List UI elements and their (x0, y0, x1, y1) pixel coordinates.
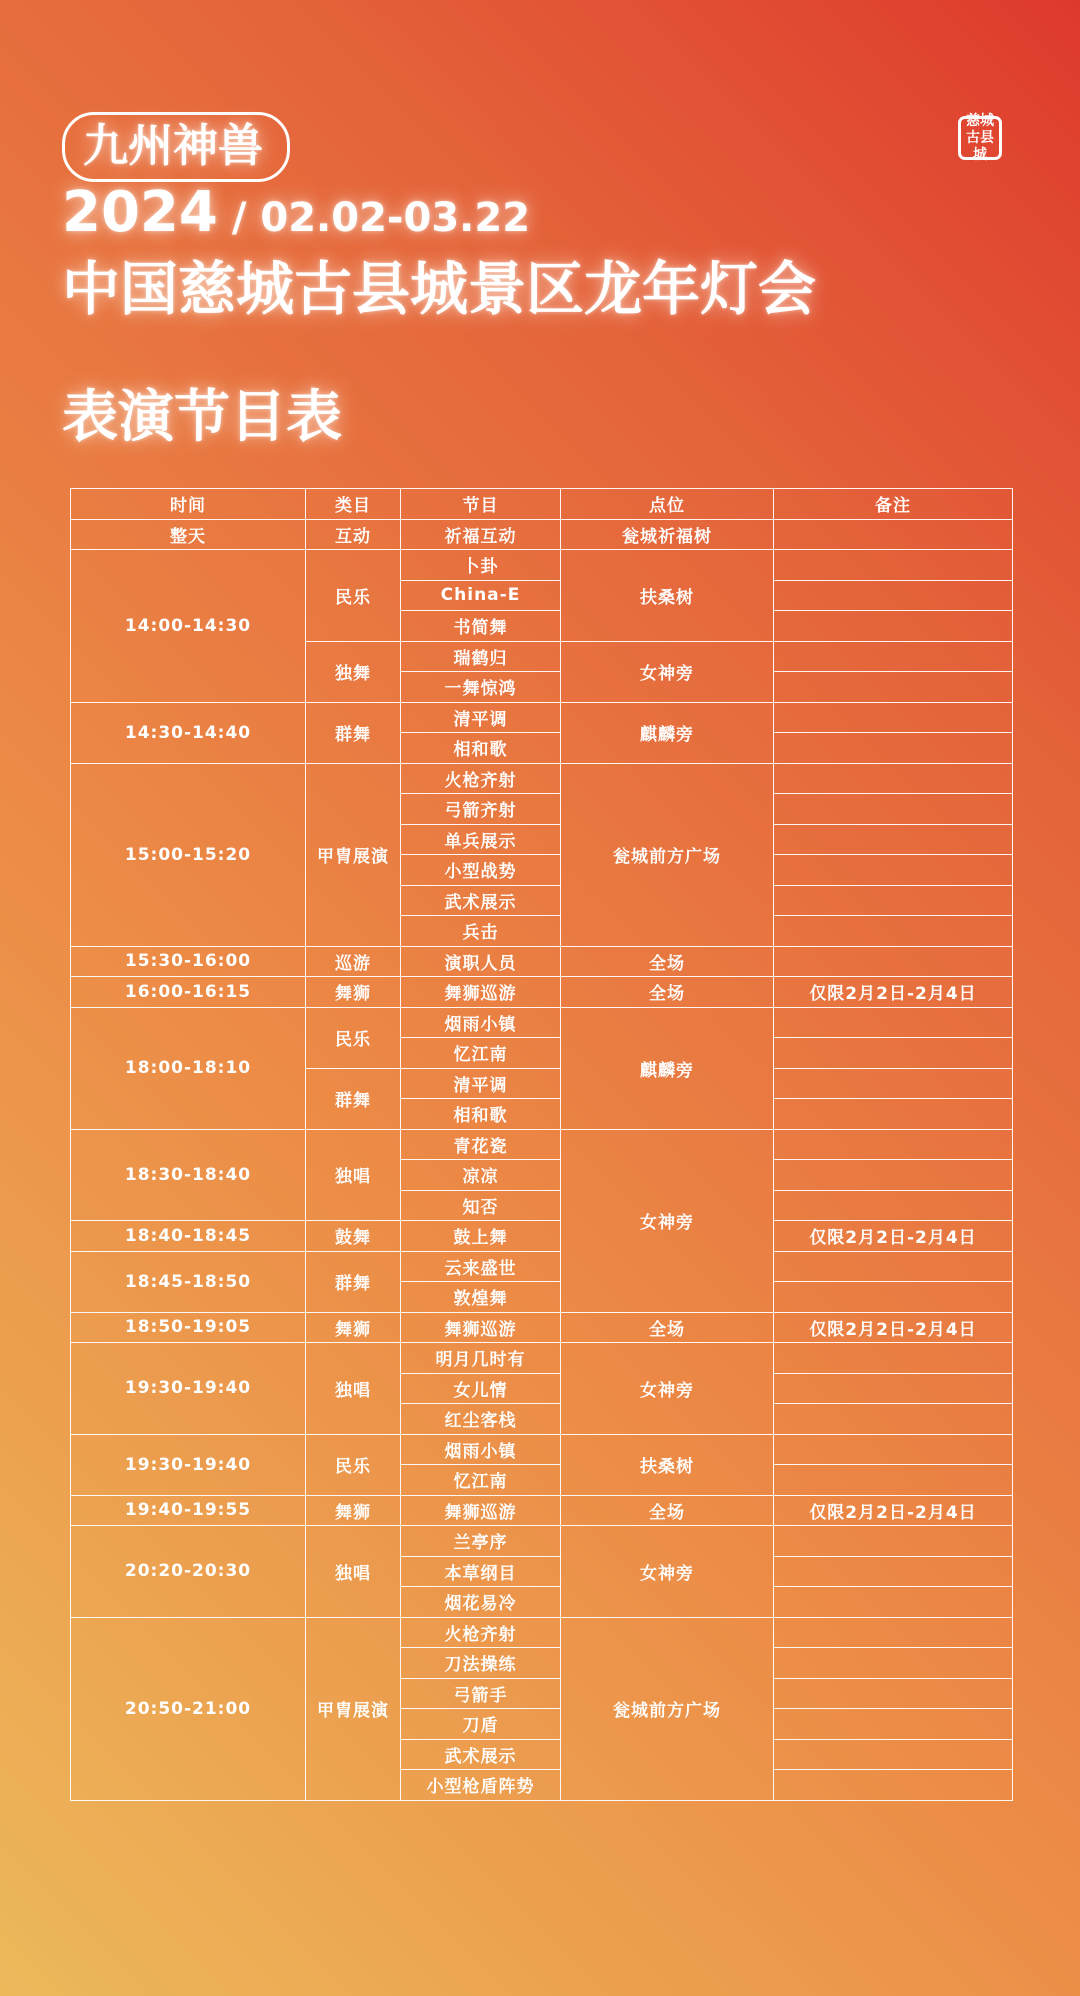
table-cell: 全场 (561, 1312, 774, 1343)
table-cell: 19:30-19:40 (71, 1343, 306, 1435)
table-cell: 武术展示 (401, 885, 561, 916)
table-cell: 明月几时有 (401, 1343, 561, 1374)
table-cell: 独唱 (306, 1343, 401, 1435)
schedule-table (70, 488, 1013, 1801)
table-cell: 16:00-16:15 (71, 977, 306, 1008)
table-cell: 独唱 (306, 1526, 401, 1618)
table-cell: 凉凉 (401, 1160, 561, 1191)
table-cell (774, 855, 1013, 886)
table-cell: 火枪齐射 (401, 1617, 561, 1648)
table-cell: 烟雨小镇 (401, 1007, 561, 1038)
column-header: 点位 (561, 489, 774, 520)
table-cell: 知否 (401, 1190, 561, 1221)
column-header: 备注 (774, 489, 1013, 520)
table-cell (774, 1617, 1013, 1648)
table-cell: 相和歌 (401, 733, 561, 764)
table-cell: 瓮城前方广场 (561, 1617, 774, 1800)
table-cell: 扶桑树 (561, 1434, 774, 1495)
table-cell: China-E (401, 580, 561, 611)
table-cell: 一舞惊鸿 (401, 672, 561, 703)
table-cell (774, 1373, 1013, 1404)
table-cell: 小型战势 (401, 855, 561, 886)
table-cell: 甲胄展演 (306, 1617, 401, 1800)
table-cell: 14:00-14:30 (71, 550, 306, 703)
table-row (71, 946, 1013, 977)
table-cell: 18:30-18:40 (71, 1129, 306, 1221)
table-cell (774, 1038, 1013, 1069)
table-row (71, 702, 1013, 733)
table-row (71, 977, 1013, 1008)
table-cell: 18:00-18:10 (71, 1007, 306, 1129)
table-cell: 烟雨小镇 (401, 1434, 561, 1465)
table-cell: 18:50-19:05 (71, 1312, 306, 1343)
table-row (71, 550, 1013, 581)
table-cell: 仅限2月2日-2月4日 (774, 1495, 1013, 1526)
table-cell: 舞狮 (306, 977, 401, 1008)
table-cell: 单兵展示 (401, 824, 561, 855)
table-row (71, 1617, 1013, 1648)
table-cell: 本草纲目 (401, 1556, 561, 1587)
table-cell: 相和歌 (401, 1099, 561, 1130)
table-cell: 弓箭齐射 (401, 794, 561, 825)
table-cell (774, 763, 1013, 794)
table-cell (774, 1709, 1013, 1740)
table-cell: 鼓上舞 (401, 1221, 561, 1252)
table-cell (774, 1282, 1013, 1313)
table-cell: 演职人员 (401, 946, 561, 977)
table-cell (774, 1648, 1013, 1679)
table-row (71, 1129, 1013, 1160)
table-cell: 女神旁 (561, 1526, 774, 1618)
column-header: 类目 (306, 489, 401, 520)
table-cell: 刀盾 (401, 1709, 561, 1740)
seal-line: 古县城 (966, 129, 994, 163)
seal-line: 慈城 (966, 112, 994, 129)
table-cell (774, 1068, 1013, 1099)
table-row (71, 1007, 1013, 1038)
event-year: 2024 (62, 180, 218, 245)
table-cell: 仅限2月2日-2月4日 (774, 1312, 1013, 1343)
section-title: 表演节目表 (62, 384, 342, 450)
table-cell (774, 550, 1013, 581)
table-row (71, 1312, 1013, 1343)
brand-name: 九州神兽 (83, 119, 264, 172)
table-cell: 麒麟旁 (561, 1007, 774, 1129)
table-row (71, 1526, 1013, 1557)
table-cell: 武术展示 (401, 1739, 561, 1770)
table-cell (774, 580, 1013, 611)
table-cell (774, 1251, 1013, 1282)
table-cell (774, 1343, 1013, 1374)
table-cell: 清平调 (401, 1068, 561, 1099)
table-cell: 火枪齐射 (401, 763, 561, 794)
table-cell: 清平调 (401, 702, 561, 733)
table-cell (774, 1007, 1013, 1038)
table-cell (774, 733, 1013, 764)
table-cell: 烟花易冷 (401, 1587, 561, 1618)
table-cell (774, 1404, 1013, 1435)
table-row (71, 1434, 1013, 1465)
table-cell: 民乐 (306, 1007, 401, 1068)
table-row (71, 1221, 1013, 1252)
table-cell: 20:50-21:00 (71, 1617, 306, 1800)
table-cell: 舞狮巡游 (401, 1312, 561, 1343)
table-cell (774, 916, 1013, 947)
table-cell (774, 1556, 1013, 1587)
table-cell: 民乐 (306, 1434, 401, 1495)
table-cell: 瓮城祈福树 (561, 519, 774, 550)
event-dates: / 02.02-03.22 (231, 195, 531, 241)
table-cell: 20:20-20:30 (71, 1526, 306, 1618)
table-cell: 书简舞 (401, 611, 561, 642)
table-cell: 19:40-19:55 (71, 1495, 306, 1526)
table-row (71, 763, 1013, 794)
table-cell (774, 794, 1013, 825)
table-cell: 红尘客栈 (401, 1404, 561, 1435)
table-cell: 云来盛世 (401, 1251, 561, 1282)
table-cell (774, 519, 1013, 550)
table-cell: 女神旁 (561, 1129, 774, 1312)
table-cell: 麒麟旁 (561, 702, 774, 763)
table-cell: 民乐 (306, 550, 401, 642)
table-cell: 敦煌舞 (401, 1282, 561, 1313)
seal-logo (958, 112, 1002, 163)
table-cell (774, 1739, 1013, 1770)
table-cell: 忆江南 (401, 1038, 561, 1069)
table-cell: 群舞 (306, 702, 401, 763)
table-cell: 瑞鹤归 (401, 641, 561, 672)
table-cell: 弓箭手 (401, 1678, 561, 1709)
column-header: 时间 (71, 489, 306, 520)
table-cell: 甲胄展演 (306, 763, 401, 946)
table-cell (774, 1099, 1013, 1130)
table-cell (774, 611, 1013, 642)
table-cell: 兰亭序 (401, 1526, 561, 1557)
table-cell: 互动 (306, 519, 401, 550)
brand-badge (62, 112, 290, 182)
table-cell: 舞狮巡游 (401, 1495, 561, 1526)
table-cell: 整天 (71, 519, 306, 550)
table-cell: 全场 (561, 946, 774, 977)
table-cell (774, 824, 1013, 855)
table-cell: 全场 (561, 1495, 774, 1526)
table-cell (774, 1129, 1013, 1160)
table-cell (774, 885, 1013, 916)
table-cell (774, 1678, 1013, 1709)
table-cell: 兵击 (401, 916, 561, 947)
table-cell: 群舞 (306, 1251, 401, 1312)
table-cell (774, 1526, 1013, 1557)
table-cell: 忆江南 (401, 1465, 561, 1496)
table-cell (774, 1770, 1013, 1801)
date-line (62, 180, 530, 250)
table-cell: 小型枪盾阵势 (401, 1770, 561, 1801)
table-cell: 18:40-18:45 (71, 1221, 306, 1252)
table-cell: 群舞 (306, 1068, 401, 1129)
event-title: 中国慈城古县城景区龙年灯会 (62, 255, 817, 323)
table-cell: 舞狮 (306, 1495, 401, 1526)
table-row (71, 1251, 1013, 1282)
table-cell: 祈福互动 (401, 519, 561, 550)
table-cell: 全场 (561, 977, 774, 1008)
table-cell: 巡游 (306, 946, 401, 977)
table-cell: 舞狮 (306, 1312, 401, 1343)
table-cell (774, 1587, 1013, 1618)
table-cell: 卜卦 (401, 550, 561, 581)
table-cell: 女神旁 (561, 641, 774, 702)
table-cell: 15:30-16:00 (71, 946, 306, 977)
table-cell (774, 641, 1013, 672)
table-cell: 鼓舞 (306, 1221, 401, 1252)
table-cell: 青花瓷 (401, 1129, 561, 1160)
table-cell (774, 1160, 1013, 1191)
table-cell (774, 1465, 1013, 1496)
table-cell: 18:45-18:50 (71, 1251, 306, 1312)
table-cell (774, 1434, 1013, 1465)
table-row (71, 1495, 1013, 1526)
table-cell: 女神旁 (561, 1343, 774, 1435)
table-header-row (71, 489, 1013, 520)
table-cell: 14:30-14:40 (71, 702, 306, 763)
table-cell: 仅限2月2日-2月4日 (774, 977, 1013, 1008)
table-cell (774, 1190, 1013, 1221)
table-cell: 15:00-15:20 (71, 763, 306, 946)
table-cell: 舞狮巡游 (401, 977, 561, 1008)
table-cell: 仅限2月2日-2月4日 (774, 1221, 1013, 1252)
table-cell (774, 946, 1013, 977)
schedule-body (71, 519, 1013, 1800)
table-cell: 瓮城前方广场 (561, 763, 774, 946)
table-cell (774, 672, 1013, 703)
table-cell (774, 702, 1013, 733)
table-cell: 独唱 (306, 1129, 401, 1221)
table-row (71, 1343, 1013, 1374)
table-cell: 刀法操练 (401, 1648, 561, 1679)
table-row (71, 519, 1013, 550)
table-cell: 扶桑树 (561, 550, 774, 642)
column-header: 节目 (401, 489, 561, 520)
table-cell: 独舞 (306, 641, 401, 702)
table-cell: 女儿情 (401, 1373, 561, 1404)
table-cell: 19:30-19:40 (71, 1434, 306, 1495)
